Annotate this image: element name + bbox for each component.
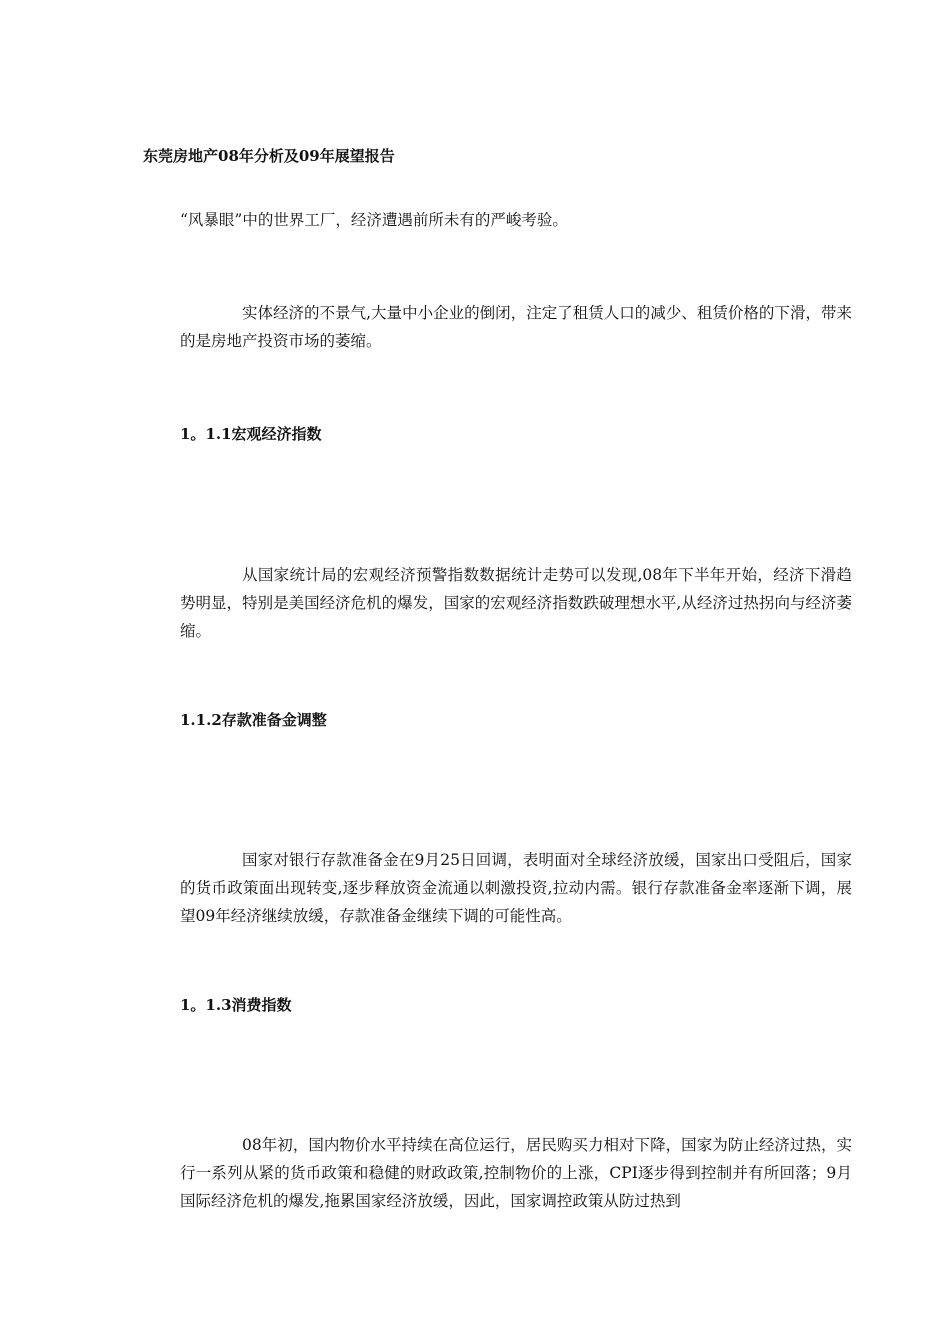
section-heading-macro-index: 1。1.1宏观经济指数: [180, 425, 322, 443]
document-title: 东莞房地产08年分析及09年展望报告: [143, 147, 395, 165]
section-paragraph-reserve-ratio: 国家对银行存款准备金在9月25日回调，表明面对全球经济放缓，国家出口受阻后，国家的货币政策面出现转变,逐步释放资金流通以刺激投资,拉动内需。银行存款准备金率逐渐下调，展望09年经济继续放缓，存款准备金继续下调的可能性高。: [180, 851, 852, 925]
section-paragraph-consumption-index: 08年初，国内物价水平持续在高位运行，居民购买力相对下降，国家为防止经济过热，实行一系列从紧的货币政策和稳健的财政政策,控制物价的上涨，CPI逐步得到控制并有所回落；9月国际经济危机的爆发,拖累国家经济放缓，因此，国家调控政策从防过热到: [180, 1136, 852, 1210]
intro-paragraph: 实体经济的不景气,大量中小企业的倒闭，注定了租赁人口的减少、租赁价格的下滑，带来的是房地产投资市场的萎缩。: [180, 304, 852, 350]
section-paragraph-macro-index: 从国家统计局的宏观经济预警指数数据统计走势可以发现,08年下半年开始，经济下滑趋势明显，特别是美国经济危机的爆发，国家的宏观经济指数跌破理想水平,从经济过热拐向与经济萎缩。: [180, 566, 852, 640]
section-heading-reserve-ratio: 1.1.2存款准备金调整: [180, 711, 327, 729]
document-subtitle: “风暴眼”中的世界工厂，经济遭遇前所未有的严峻考验。: [180, 211, 568, 229]
section-heading-consumption-index: 1。1.3消费指数: [180, 996, 292, 1014]
